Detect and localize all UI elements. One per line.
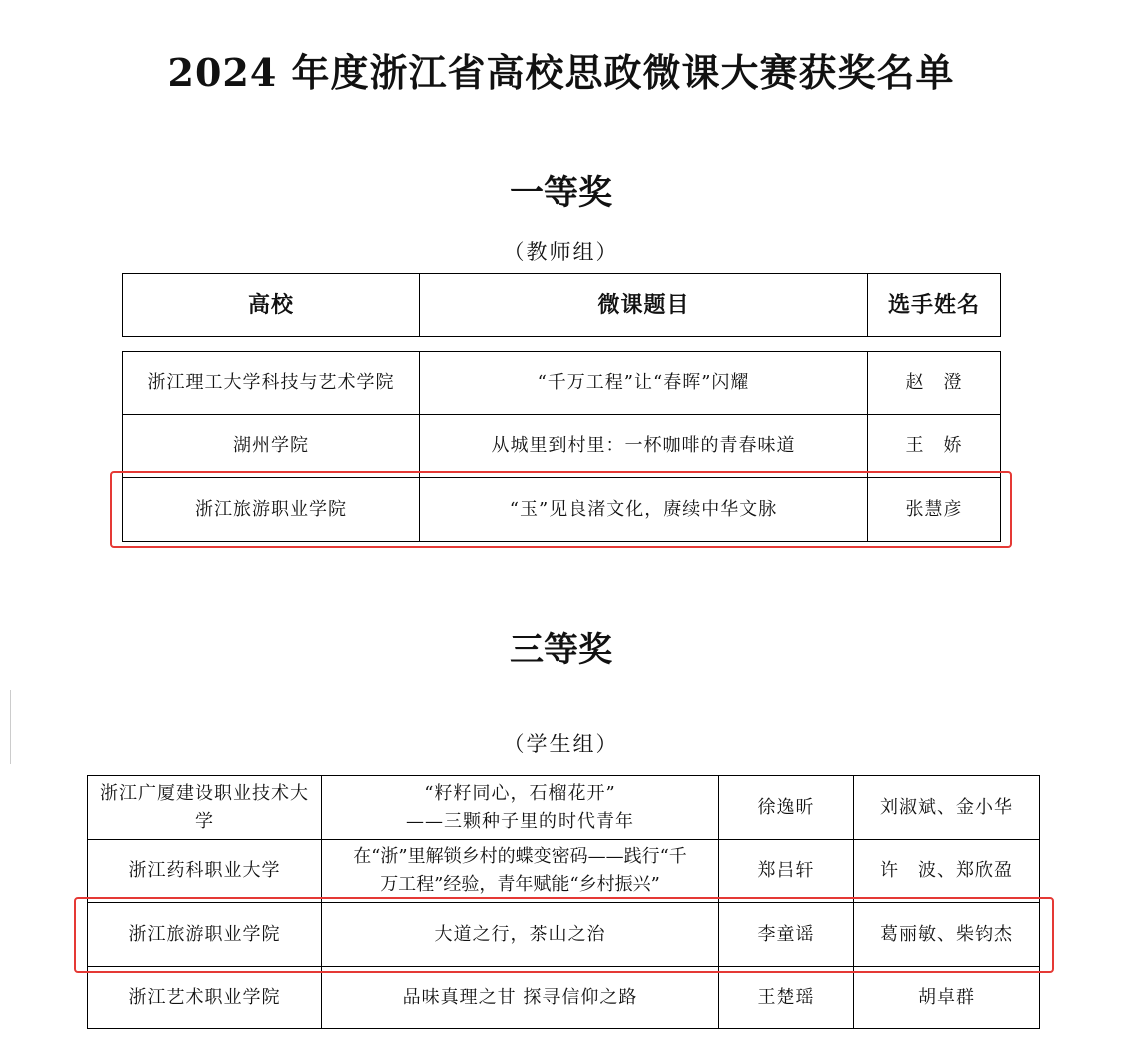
header-school: 高校 [123,274,420,337]
cell-topic: “千万工程”让“春晖”闪耀 [420,352,868,415]
cell-topic: 大道之行，茶山之治 [322,903,719,967]
table-row [88,967,1040,1029]
cell-school: 浙江广厦建设职业技术大学 [88,776,322,840]
cell-advisors: 胡卓群 [854,967,1040,1029]
cell-name: 王楚瑶 [719,967,854,1029]
student-group-label: （学生组） [503,732,619,756]
topic-line: 万工程”经验，青年赋能“乡村振兴” [380,874,660,895]
table-header-row [123,274,1001,337]
cell-advisors: 葛丽敏、柴钧杰 [854,903,1040,967]
cell-name: 赵 澄 [868,352,1001,415]
highlight-box-third-prize [74,897,1054,973]
cell-topic: 从城里到村里：一杯咖啡的青春味道 [420,415,868,478]
first-prize-header-table [122,273,1001,337]
cell-advisors: 许 波、郑欣盈 [854,840,1040,903]
table-row [88,776,1040,840]
cell-topic [322,840,719,903]
cell-school: 浙江理工大学科技与艺术学院 [123,352,420,415]
topic-line: 在“浙”里解锁乡村的蝶变密码——践行“千 [353,846,687,867]
cell-school: 浙江艺术职业学院 [88,967,322,1029]
table-row [123,352,1001,415]
header-topic: 微课题目 [420,274,868,337]
header-name: 选手姓名 [868,274,1001,337]
cell-name: 徐逸昕 [719,776,854,840]
teacher-group-label: （教师组） [503,240,619,264]
cell-school: 湖州学院 [123,415,420,478]
cell-name: 王 娇 [868,415,1001,478]
topic-line: “籽籽同心，石榴花开” [424,782,616,804]
cell-school: 浙江旅游职业学院 [123,478,420,542]
cell-topic: 品味真理之甘 探寻信仰之路 [322,967,719,1029]
cell-name: 郑吕轩 [719,840,854,903]
cell-name: 李童谣 [719,903,854,967]
third-prize-title: 三等奖 [510,630,612,670]
cell-advisors: 刘淑斌、金小华 [854,776,1040,840]
table-row [88,840,1040,903]
highlight-box-first-prize [110,471,1012,548]
cell-school: 浙江药科职业大学 [88,840,322,903]
topic-line: ——三颗种子里的时代青年 [406,810,634,832]
cell-topic: “玉”见良渚文化，赓续中华文脉 [420,478,868,542]
cell-name: 张慧彦 [868,478,1001,542]
cell-topic [322,776,719,840]
first-prize-title: 一等奖 [510,173,612,213]
table-row [123,415,1001,478]
cell-school: 浙江旅游职业学院 [88,903,322,967]
document-title: 2024 年度浙江省高校思政微课大赛获奖名单 [167,50,955,95]
